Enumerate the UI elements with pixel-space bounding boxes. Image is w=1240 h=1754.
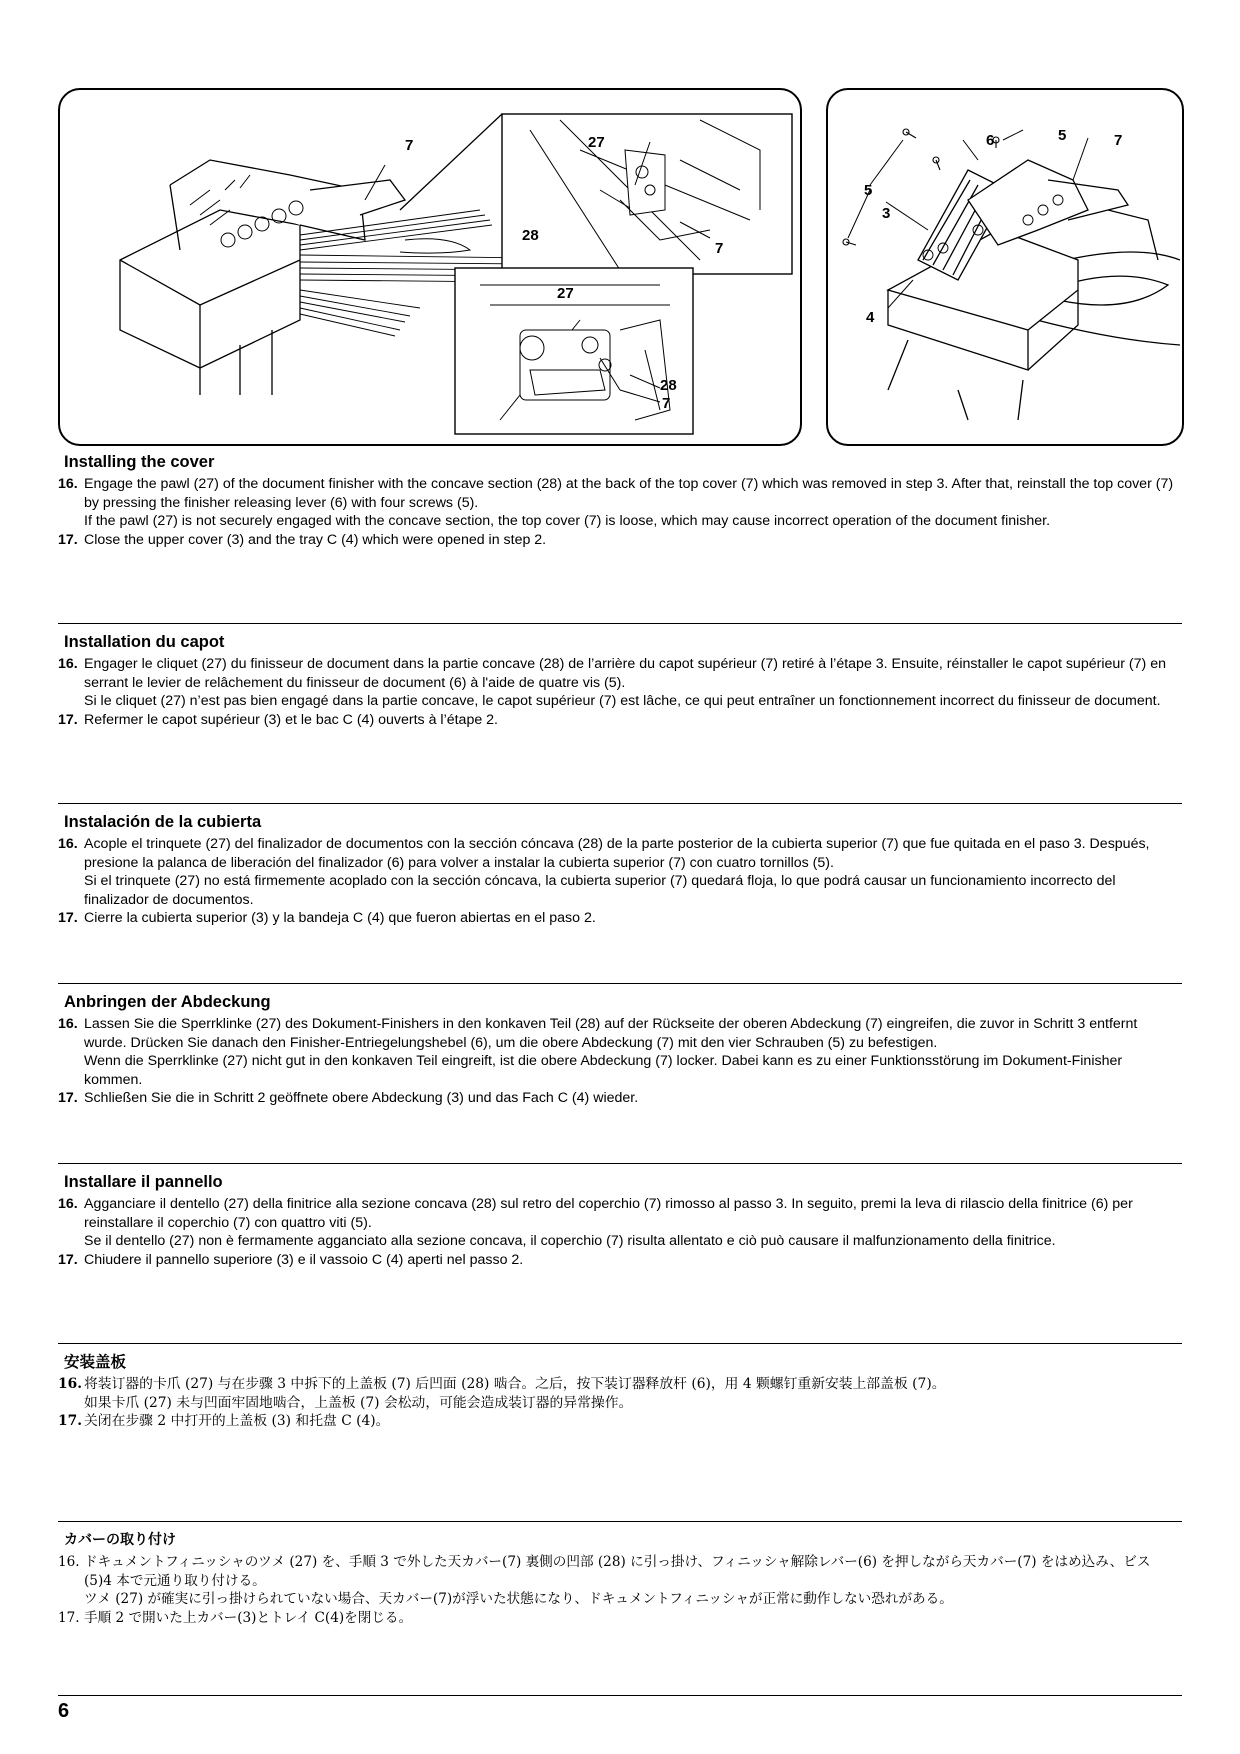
- section-german: [58, 992, 1182, 1108]
- step-note: Se il dentello (27) non è fermamente agganciato alla sezione concava, il coperchio (7) risulta allentato e ciò può causare il malfunzionamento della finitrice.: [84, 1233, 1056, 1250]
- callout-7-overview: 7: [405, 137, 414, 154]
- callout-27-inset1: 27: [588, 134, 605, 151]
- step-number: 17.: [58, 1609, 80, 1626]
- step-17: [58, 1089, 1182, 1108]
- step-number: 16.: [58, 1016, 78, 1032]
- step-17: [58, 1412, 1182, 1431]
- step-17: [58, 1251, 1182, 1270]
- step-text: Chiudere il pannello superiore (3) e il vassoio C (4) aperti nel passo 2.: [84, 1251, 524, 1268]
- step-note: ツメ (27) が確実に引っ掛けられていない場合、天カバー(7)が浮いた状態になり、ドキュメントフィニッシャが正常に動作しない恐れがある。: [84, 1591, 953, 1608]
- section-title: カバーの取り付け: [64, 1532, 176, 1548]
- step-text: Lassen Sie die Sperrklinke (27) des Dokument-Finishers in den konkaven Teil (28) auf der Rückseite der oberen Abdeckung (7) eingreifen, die zuvor in Schritt 3 entfernt wurde. Drücken Sie danach den Finisher-Entriegelungshebel (6), um die obere Abdeckung (7) mit den vier Schrauben (5) zu befestigen.: [84, 1016, 1138, 1051]
- step-17: [58, 909, 1182, 928]
- step-number: 17.: [58, 1413, 83, 1430]
- callout-4: 4: [866, 309, 875, 326]
- step-16: [58, 1015, 1182, 1089]
- figure-finisher-overview: [58, 88, 802, 446]
- section-title: Installare il pannello: [64, 1173, 223, 1191]
- divider: [58, 983, 1182, 984]
- section-italian: [58, 1172, 1182, 1269]
- step-number: 16.: [58, 476, 78, 492]
- step-number: 16.: [58, 836, 78, 852]
- callout-28-inset2: 28: [660, 377, 677, 394]
- divider: [58, 1521, 1182, 1522]
- step-note: Wenn die Sperrklinke (27) nicht gut in den konkaven Teil eingreift, ist die obere Abdeckung (7) locker. Dabei kann es zu einer Funktionsstörung im Dokument-Finisher kommen.: [84, 1053, 1123, 1088]
- section-chinese: [58, 1352, 1182, 1431]
- step-text: Cierre la cubierta superior (3) y la bandeja C (4) que fueron abiertas en el paso 2.: [84, 910, 596, 927]
- step-note: If the pawl (27) is not securely engaged with the concave section, the top cover (7) is loose, which may cause incorrect operation of the document finisher.: [84, 513, 1051, 530]
- section-english: [58, 452, 1182, 549]
- callout-5-left: 5: [864, 182, 873, 199]
- callout-28-inset1: 28: [522, 227, 539, 244]
- step-number: 16.: [58, 1554, 80, 1570]
- step-16: [58, 835, 1182, 909]
- callout-7-inset1: 7: [715, 240, 724, 257]
- step-note: Si le cliquet (27) n’est pas bien engagé dans la partie concave, le capot supérieur (7) est lâche, ce qui peut entraîner un fonctionnement incorrect du finisseur de document.: [84, 693, 1161, 710]
- step-text: Close the upper cover (3) and the tray C (4) which were opened in step 2.: [84, 531, 547, 548]
- footer-divider: [58, 1695, 1182, 1696]
- step-text: Engager le cliquet (27) du finisseur de document dans la partie concave (28) de l’arrière du capot supérieur (7) retiré à l’étape 3. Ensuite, réinstaller le capot supérieur (7) en serrant le levier de relâchement du finisseur de document (6) à l'aide de quatre vis (5).: [84, 656, 1166, 691]
- callout-6: 6: [986, 132, 995, 149]
- step-number: 16.: [58, 656, 78, 672]
- step-text: Engage the pawl (27) of the document finisher with the concave section (28) at the back of the top cover (7) which was removed in step 3. After that, reinstall the top cover (7) by pressing the finisher releasing lever (6) with four screws (5).: [84, 476, 1174, 511]
- step-text: 关闭在步骤 2 中打开的上盖板 (3) 和托盘 C (4)。: [84, 1413, 390, 1430]
- section-title: Instalación de la cubierta: [64, 813, 262, 831]
- step-number: 17.: [58, 531, 78, 548]
- callout-7: 7: [1114, 132, 1123, 149]
- section-title: Installation du capot: [64, 633, 225, 651]
- step-text: Acople el trinquete (27) del finalizador de documentos con la sección cóncava (28) de la parte posterior de la cubierta superior (7) que fue quitada en el paso 3. Después, presione la palanca de liberación del finalizador (6) para volver a instalar la cubierta superior (7) con cuatro tornillos (5).: [84, 836, 1150, 871]
- step-number: 17.: [58, 910, 78, 927]
- page-number: 6: [58, 1700, 70, 1722]
- step-16: [58, 655, 1182, 711]
- step-number: 17.: [58, 1251, 78, 1268]
- divider: [58, 803, 1182, 804]
- divider: [58, 623, 1182, 624]
- divider: [58, 1163, 1182, 1164]
- step-text: Agganciare il dentello (27) della finitrice alla sezione concava (28) sul retro del coperchio (7) rimosso al passo 3. In seguito, premi la leva di rilascio della finitrice (6) per reinstallare il coperchio (7) con quattro viti (5).: [84, 1196, 1133, 1231]
- step-16: [58, 1375, 1182, 1412]
- section-title: Installing the cover: [64, 453, 215, 471]
- section-title: 安装盖板: [64, 1353, 127, 1371]
- callout-5-right: 5: [1058, 127, 1067, 144]
- step-text: 将装订器的卡爪 (27) 与在步骤 3 中拆下的上盖板 (7) 后凹面 (28) 啮合。之后，按下装订器释放杆 (6)，用 4 颗螺钉重新安装上部盖板 (7)。: [84, 1376, 946, 1392]
- step-text: Refermer le capot supérieur (3) et le bac C (4) ouverts à l’étape 2.: [84, 711, 498, 728]
- step-text: Schließen Sie die in Schritt 2 geöffnete obere Abdeckung (3) und das Fach C (4) wieder.: [84, 1090, 639, 1107]
- step-16: [58, 1195, 1182, 1251]
- step-17: [58, 531, 1182, 550]
- step-number: 16.: [58, 1196, 78, 1212]
- section-spanish: [58, 812, 1182, 928]
- step-17: [58, 711, 1182, 730]
- step-16: [58, 1553, 1182, 1609]
- step-16: [58, 475, 1182, 531]
- section-french: [58, 632, 1182, 729]
- divider: [58, 1343, 1182, 1344]
- step-note: 如果卡爪 (27) 未与凹面牢固地啮合，上盖板 (7) 会松动，可能会造成装订器的异常操作。: [84, 1394, 633, 1411]
- step-text: 手順 2 で開いた上カバー(3)とトレイ C(4)を閉じる。: [84, 1609, 413, 1626]
- callout-7-inset2: 7: [662, 395, 671, 412]
- step-number: 17.: [58, 1090, 78, 1107]
- section-title: Anbringen der Abdeckung: [64, 993, 271, 1011]
- finisher-illustration: [60, 90, 800, 444]
- section-japanese: [58, 1530, 1182, 1627]
- step-number: 16.: [58, 1376, 83, 1392]
- callout-3: 3: [882, 205, 891, 222]
- figure-top-cover-installation: [826, 88, 1184, 446]
- step-note: Si el trinquete (27) no está firmemente acoplado con la sección cóncava, la cubierta superior (7) quedará floja, lo que podrá causar un funcionamiento incorrecto del finalizador de documentos.: [84, 873, 1116, 908]
- step-17: [58, 1609, 1182, 1628]
- callout-27-inset2: 27: [557, 285, 574, 302]
- top-cover-illustration: [828, 90, 1182, 444]
- step-number: 17.: [58, 711, 78, 728]
- step-text: ドキュメントフィニッシャのツメ (27) を、手順 3 で外した天カバー(7) 裏側の凹部 (28) に引っ掛け、フィニッシャ解除レバー(6) を押しながら天カバー(7) をはめ込み、ビス (5)4 本で元通り取り付ける。: [84, 1554, 1151, 1589]
